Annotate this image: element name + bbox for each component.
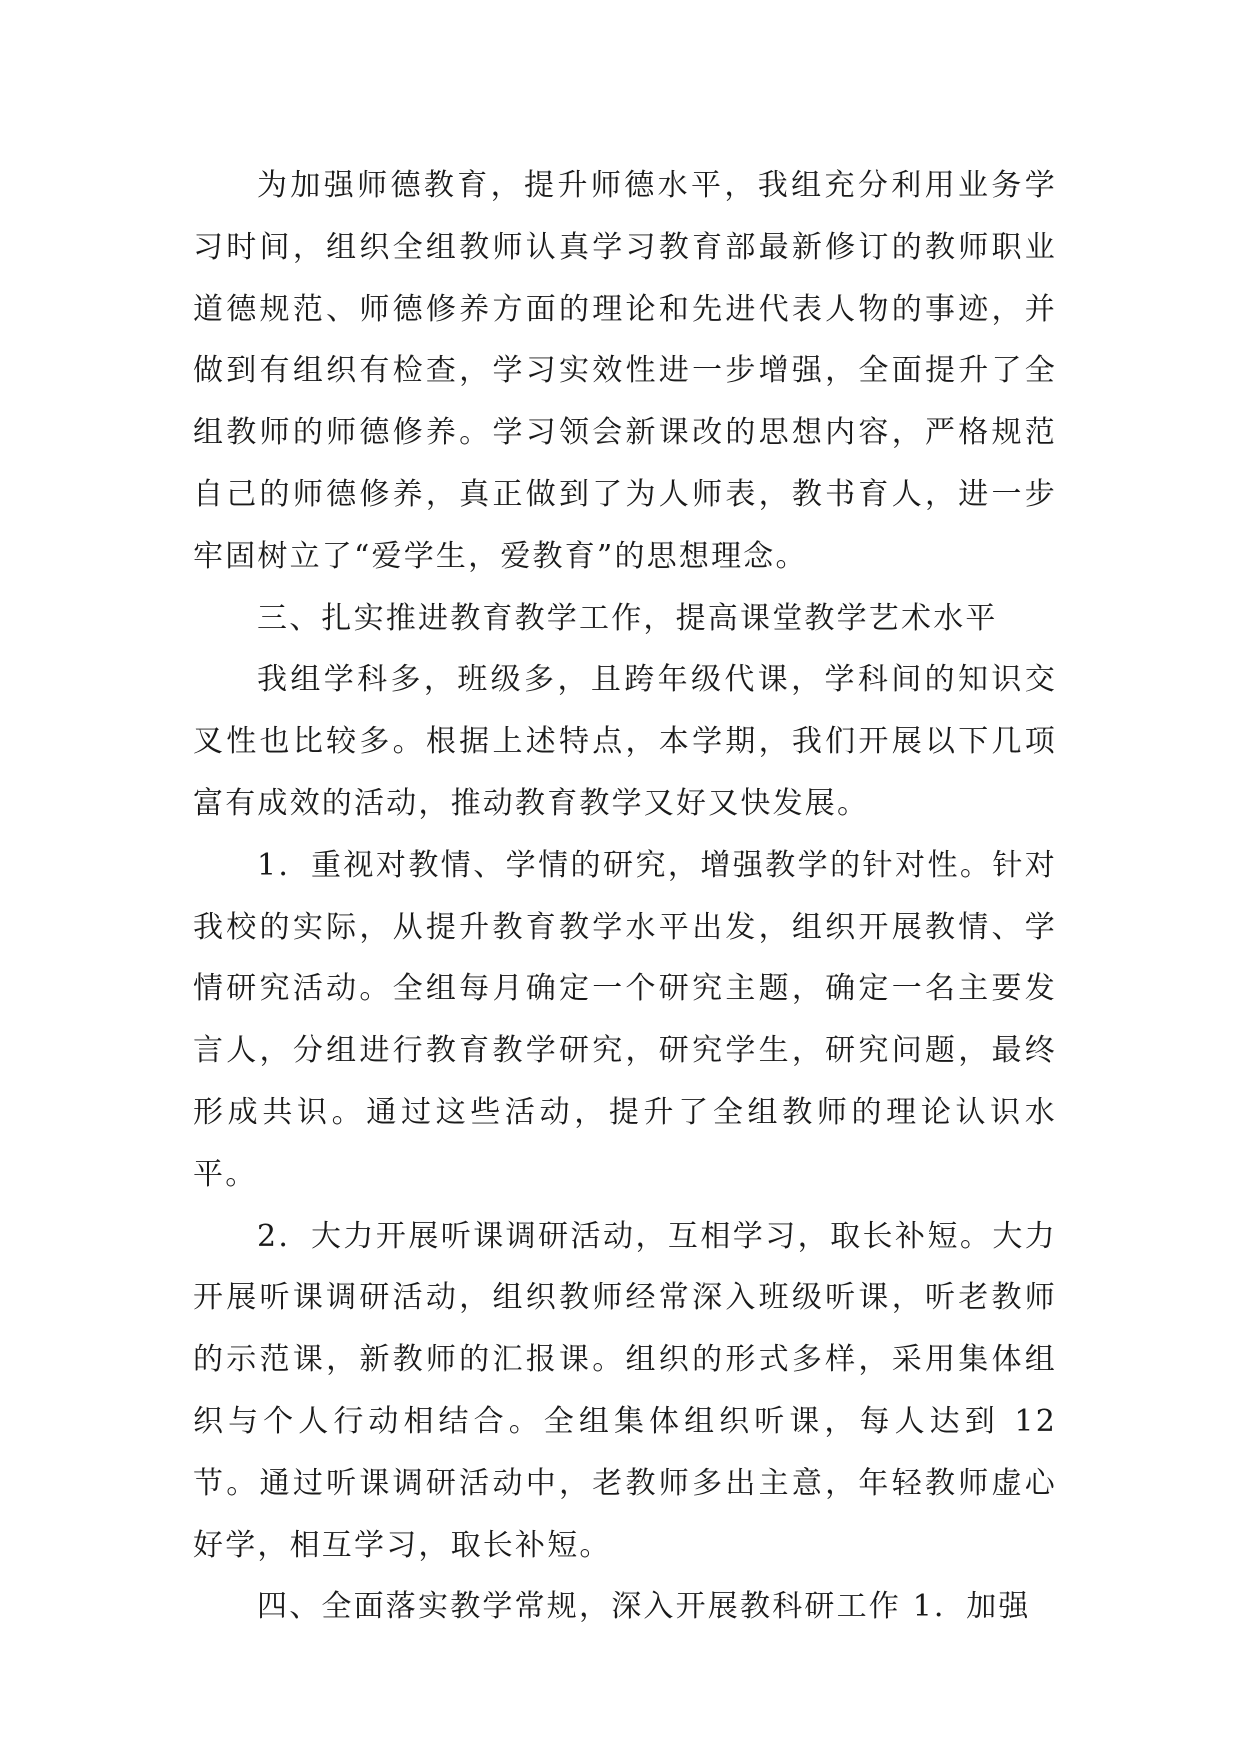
paragraph-teacher-ethics: 为加强师德教育，提升师德水平，我组充分利用业务学习时间，组织全组教师认真学习教育部最新修订的教师职业道德规范、师德修养方面的理论和先进代表人物的事迹，并做到有组织有检查，学习实效性进一步增强，全面提升了全组教师的师德修养。学习领会新课改的思想内容，严格规范自己的师德修养，真正做到了为人师表，教书育人，进一步牢固树立了“爱学生，爱教育”的思想理念。 [193,168,1057,574]
section-heading-three: 三、扎实推进教育教学工作，提高课堂教学艺术水平 [257,600,998,636]
paragraph-item-1: 1．重视对教情、学情的研究，增强教学的针对性。针对我校的实际，从提升教育教学水平出发，组织开展教情、学情研究活动。全组每月确定一个研究主题，确定一名主要发言人，分组进行教育教学研究，研究学生，研究问题，最终形成共识。通过这些活动，提升了全组教师的理论认识水平。 [193,847,1057,1192]
document-body [193,155,1057,1638]
paragraph-subjects-overview: 我组学科多，班级多，且跨年级代课，学科间的知识交叉性也比较多。根据上述特点，本学期，我们开展以下几项富有成效的活动，推动教育教学又好又快发展。 [193,662,1057,821]
paragraph-item-2: 2．大力开展听课调研活动，互相学习，取长补短。大力开展听课调研活动，组织教师经常深入班级听课，听老教师的示范课，新教师的汇报课。组织的形式多样，采用集体组织与个人行动相结合。全组集体组织听课，每人达到 12 节。通过听课调研活动中，老教师多出主意，年轻教师虚心好学，相互学习，取长补短。 [193,1218,1057,1563]
section-heading-four: 四、全面落实教学常规，深入开展教科研工作 1．加强 [257,1589,1031,1625]
